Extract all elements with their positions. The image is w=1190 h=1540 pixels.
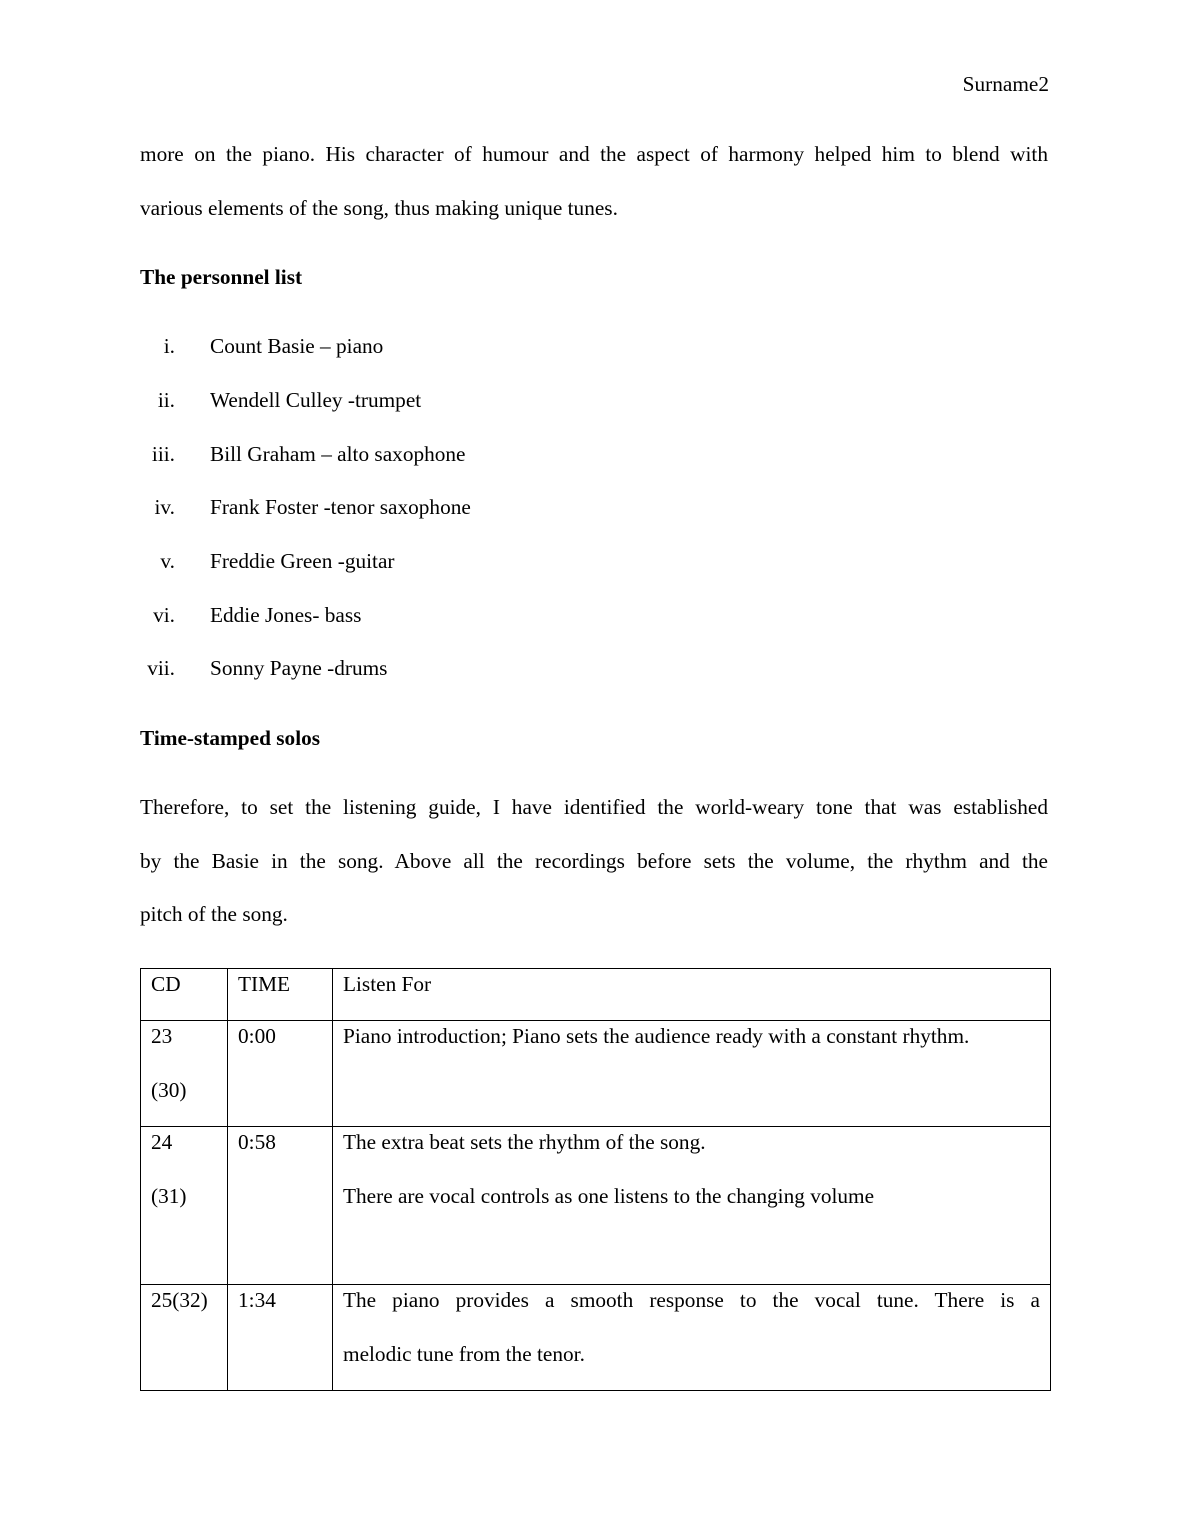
- cell-cd: 25(32): [141, 1285, 228, 1391]
- cell-time: 0:58: [228, 1127, 333, 1285]
- list-number: i.: [163, 334, 175, 358]
- solos-para-line-1: Therefore, to set the listening guide, I have identified the world-weary tone that was established: [140, 795, 1048, 819]
- table-row: [141, 1021, 1051, 1127]
- list-text: Frank Foster -tenor saxophone: [210, 495, 471, 519]
- cell-time: 1:34: [228, 1285, 333, 1391]
- personnel-heading: The personnel list: [140, 265, 303, 289]
- list-text: Wendell Culley -trumpet: [210, 388, 422, 412]
- list-number: vii.: [147, 656, 175, 680]
- table-row: [141, 1127, 1051, 1285]
- list-text: Count Basie – piano: [210, 334, 384, 358]
- list-text: Sonny Payne -drums: [210, 656, 388, 680]
- cell-cd: 24 (31): [141, 1127, 228, 1285]
- personnel-item: [140, 440, 740, 468]
- cell-time: 0:00: [228, 1021, 333, 1127]
- personnel-item: [140, 386, 740, 414]
- list-text: Bill Graham – alto saxophone: [210, 442, 466, 466]
- list-text: Eddie Jones- bass: [210, 603, 362, 627]
- list-number: iv.: [154, 495, 175, 519]
- list-number: v.: [160, 549, 175, 573]
- listening-guide-table: [140, 968, 1051, 1391]
- list-text: Freddie Green -guitar: [210, 549, 395, 573]
- cell-cd: 23 (30): [141, 1021, 228, 1127]
- header-time: TIME: [228, 969, 333, 1021]
- intro-line-1: more on the piano. His character of humour and the aspect of harmony helped him to blend with: [140, 142, 1048, 166]
- table-header-row: [141, 969, 1051, 1021]
- cell-listen-for: Piano introduction; Piano sets the audience ready with a constant rhythm.: [333, 1021, 1051, 1127]
- personnel-item: [140, 493, 740, 521]
- cell-listen-for: The piano provides a smooth response to the vocal tune. There is a melodic tune from the tenor.: [333, 1285, 1051, 1391]
- personnel-item: [140, 601, 740, 629]
- cell-listen-for: The extra beat sets the rhythm of the song. There are vocal controls as one listens to the changing volume: [333, 1127, 1051, 1285]
- personnel-item: [140, 547, 740, 575]
- personnel-item: [140, 332, 740, 360]
- header-cd: CD: [141, 969, 228, 1021]
- running-head: Surname2: [962, 72, 1049, 96]
- list-number: ii.: [157, 388, 175, 412]
- solos-para-line-3: pitch of the song.: [140, 902, 288, 926]
- list-number: vi.: [153, 603, 175, 627]
- list-number: iii.: [151, 442, 175, 466]
- solos-para-line-2: by the Basie in the song. Above all the recordings before sets the volume, the rhythm and the: [140, 849, 1048, 873]
- personnel-item: [140, 654, 740, 682]
- intro-line-2: various elements of the song, thus making unique tunes.: [140, 196, 618, 220]
- table-row: [141, 1285, 1051, 1391]
- solos-heading: Time-stamped solos: [140, 726, 321, 750]
- header-listen-for: Listen For: [333, 969, 1051, 1021]
